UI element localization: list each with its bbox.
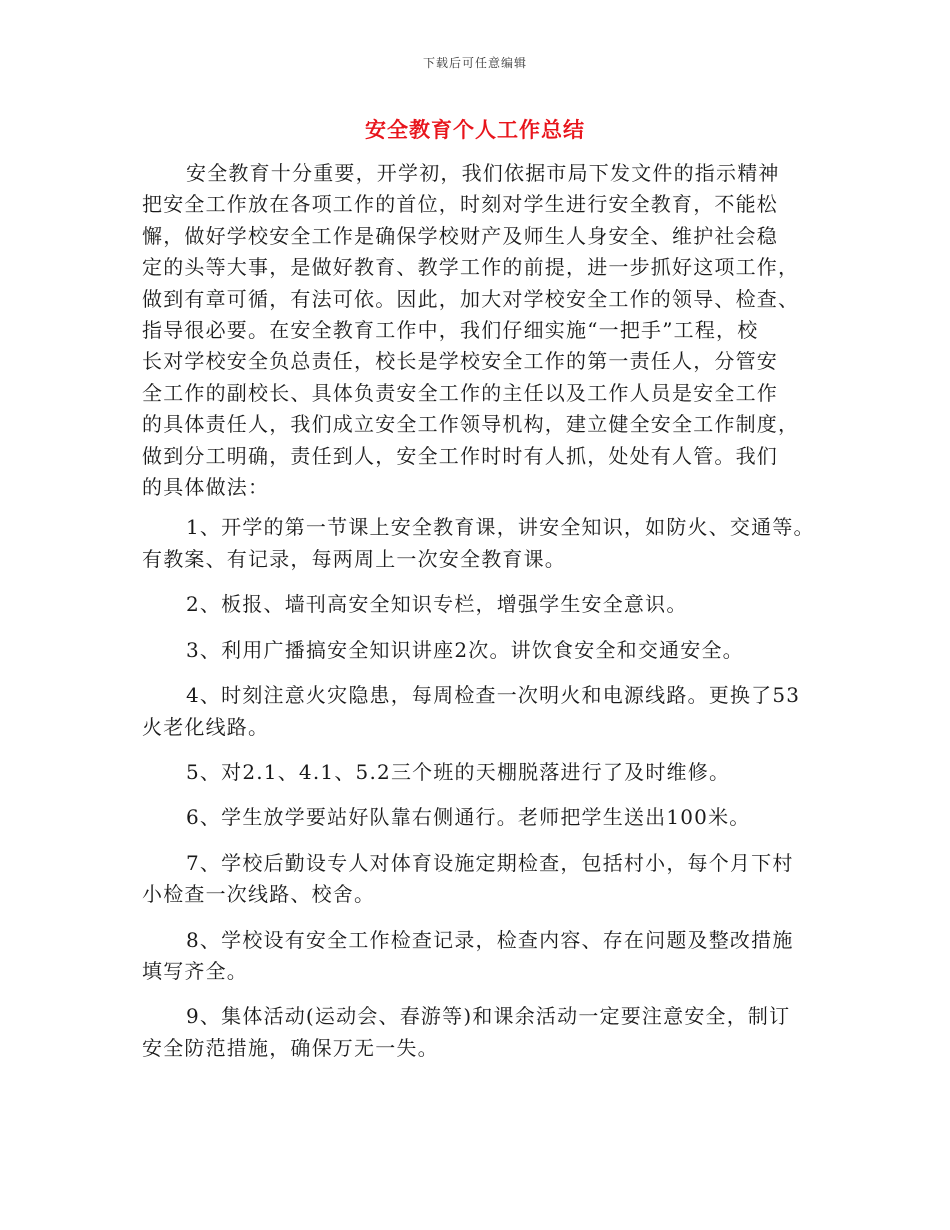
intro-line: 长对学校安全负总责任，校长是学校安全工作的第一责任人，分管安 bbox=[142, 349, 778, 374]
intro-line: 全工作的副校长、具体负责安全工作的主任以及工作人员是安全工作 bbox=[142, 380, 778, 405]
list-item-line: 4、时刻注意火灾隐患，每周检查一次明火和电源线路。更换了53 bbox=[186, 683, 801, 708]
intro-line: 定的头等大事，是做好教育、教学工作的前提，进一步抓好这项工作， bbox=[142, 255, 800, 280]
document-title: 安全教育个人工作总结 bbox=[365, 117, 585, 142]
list-item-line: 5、对2.1、4.1、5.2三个班的天棚脱落进行了及时维修。 bbox=[186, 759, 731, 784]
intro-paragraph bbox=[142, 158, 842, 503]
item-list bbox=[142, 512, 842, 1064]
list-item-line: 小检查一次线路、校舍。 bbox=[142, 882, 376, 907]
list-item-line: 安全防范措施，确保万无一失。 bbox=[142, 1035, 439, 1060]
list-item-line: 1、开学的第一节课上安全教育课，讲安全知识，如防火、交通等。 bbox=[186, 515, 815, 540]
intro-line: 安全教育十分重要，开学初，我们依据市局下发文件的指示精神 bbox=[186, 161, 780, 185]
list-item-line: 7、学校后勤设专人对体育设施定期检查，包括村小，每个月下村 bbox=[186, 850, 794, 875]
list-item-line: 有教案、有记录，每两周上一次安全教育课。 bbox=[142, 546, 566, 571]
list-item bbox=[142, 757, 842, 788]
list-item bbox=[142, 925, 842, 988]
intro-line: 懈，做好学校安全工作是确保学校财产及师生人身安全、维护社会稳 bbox=[142, 223, 778, 248]
list-item bbox=[142, 680, 842, 743]
list-item bbox=[142, 1001, 842, 1064]
intro-line: 指导很必要。在安全教育工作中，我们仔细实施“一把手”工程，校 bbox=[142, 318, 759, 343]
list-item bbox=[142, 635, 842, 666]
intro-line: 的具体做法： bbox=[142, 475, 270, 500]
list-item-line: 6、学生放学要站好队靠右侧通行。老师把学生送出100米。 bbox=[186, 805, 751, 830]
document-body bbox=[142, 158, 842, 1078]
intro-line: 的具体责任人，我们成立安全工作领导机构，建立健全安全工作制度， bbox=[142, 412, 800, 437]
list-item bbox=[142, 512, 842, 575]
header-note: 下载后可任意编辑 bbox=[422, 56, 527, 70]
intro-line: 把安全工作放在各项工作的首位，时刻对学生进行安全教育，不能松 bbox=[142, 192, 778, 217]
list-item-line: 火老化线路。 bbox=[142, 714, 270, 739]
list-item-line: 填写齐全。 bbox=[142, 958, 248, 983]
list-item-line: 3、利用广播搞安全知识讲座2次。讲饮食安全和交通安全。 bbox=[186, 637, 744, 662]
list-item bbox=[142, 802, 842, 833]
list-item-line: 8、学校设有安全工作检查记录，检查内容、存在问题及整改措施 bbox=[186, 927, 794, 952]
intro-line: 做到分工明确，责任到人，安全工作时时有人抓，处处有人管。我们 bbox=[142, 443, 778, 468]
list-item-line: 9、集体活动(运动会、春游等)和课余活动一定要注意安全，制订 bbox=[186, 1004, 791, 1029]
intro-line: 做到有章可循，有法可依。因此，加大对学校安全工作的领导、检查、 bbox=[142, 286, 800, 311]
list-item bbox=[142, 848, 842, 911]
list-item bbox=[142, 589, 842, 620]
list-item-line: 2、板报、墙刊高安全知识专栏，增强学生安全意识。 bbox=[186, 592, 688, 617]
